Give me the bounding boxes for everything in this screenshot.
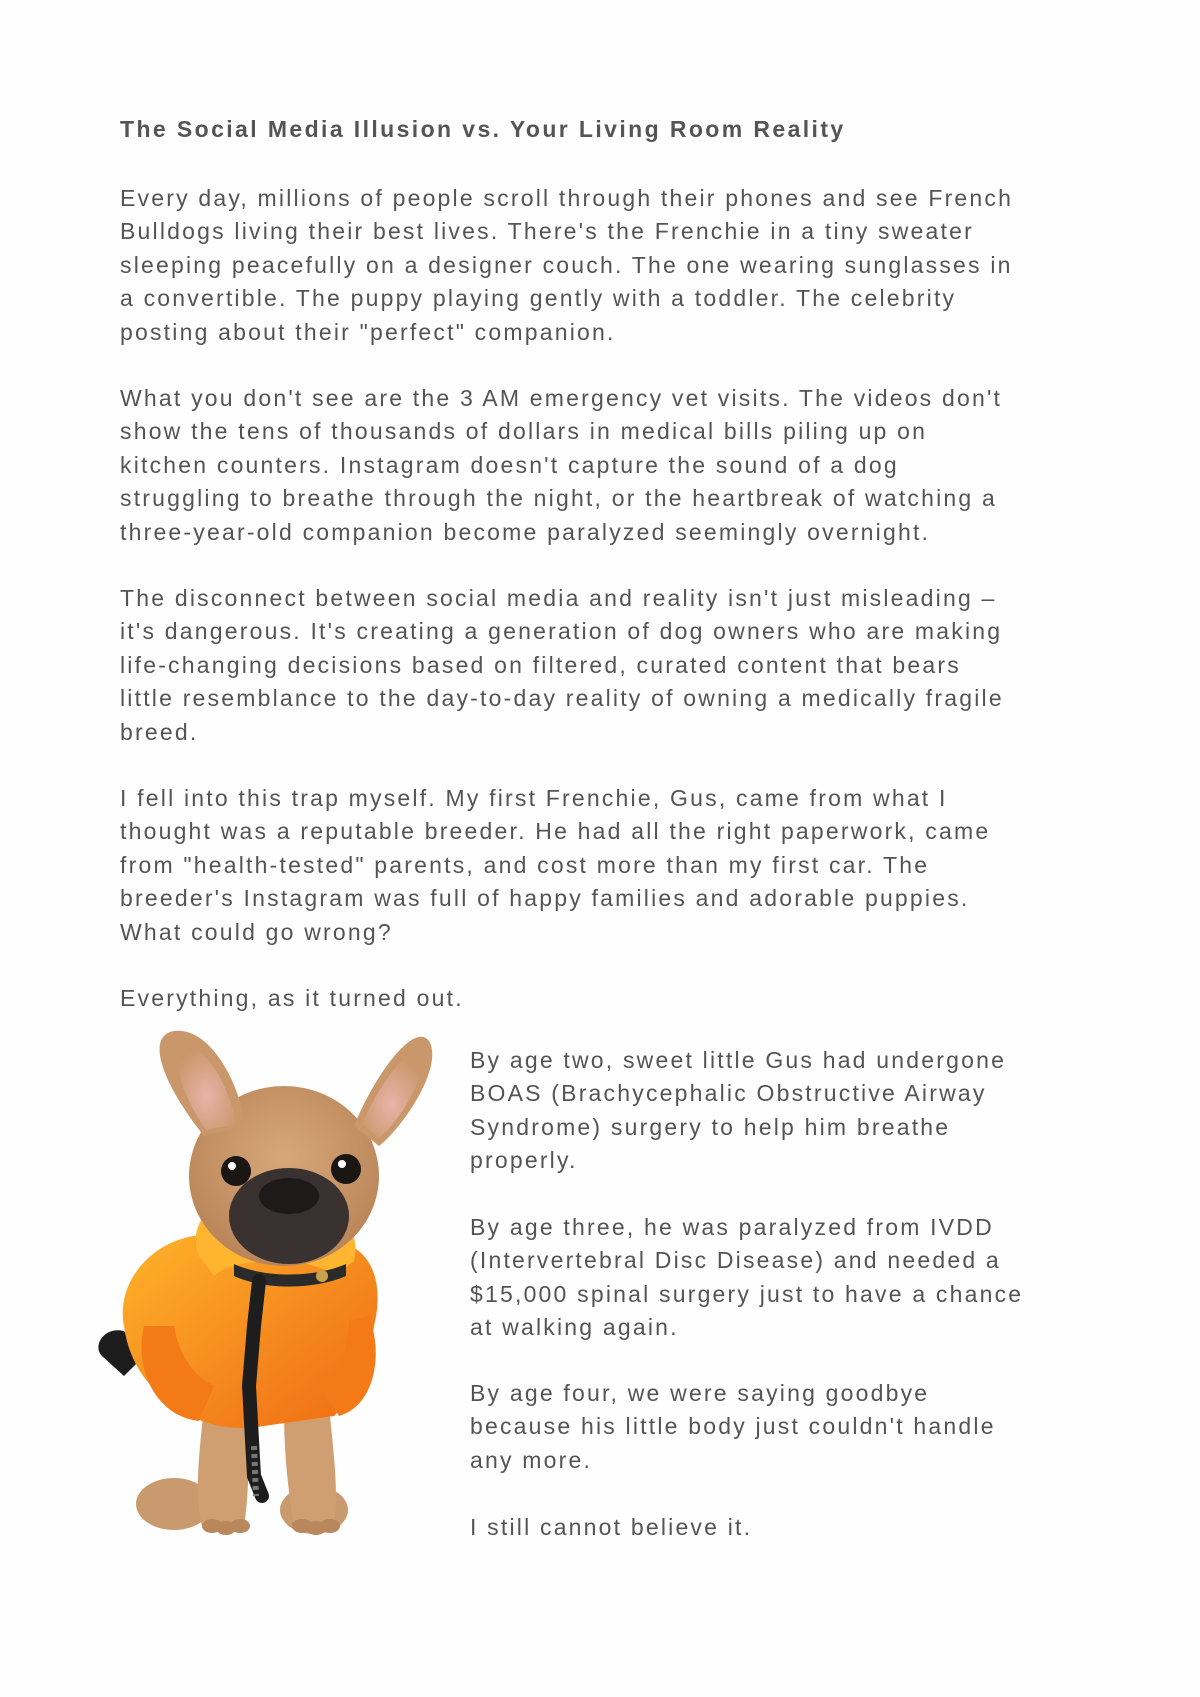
paragraph-disconnect: The disconnect between social media and reality isn't just misleading – it's dangerous. It's creating a generation of dog owners who are making life-changing decisions based on filtered, curated content that bears little resemblance to the day-to-day reality of owning a medically fragile breed. [120,585,1004,745]
side-paragraph-age-two: By age two, sweet little Gus had undergone BOAS (Brachycephalic Obstructive Airway Syndrome) surgery to help him breathe properly. [470,1047,1007,1174]
side-paragraph-age-three: By age three, he was paralyzed from IVDD (Intervertebral Disc Disease) and needed a $15,000 spinal surgery just to have a chance at walking again. [470,1214,1024,1341]
paragraph-gus-breeder: I fell into this trap myself. My first Frenchie, Gus, came from what I thought was a reputable breeder. He had all the right paperwork, came from "health-tested" parents, and cost more than my first car. The breeder's Instagram was full of happy families and adorable puppies. What could go wrong? [120,785,991,945]
paragraph-everything: Everything, as it turned out. [120,985,464,1011]
side-paragraph-closing: I still cannot believe it. [470,1514,753,1540]
paragraph-social-media: Every day, millions of people scroll through their phones and see French Bulldogs living their best lives. There's the Frenchie in a tiny sweater sleeping peacefully on a designer couch. The one wearing sunglasses in a convertible. The puppy playing gently with a toddler. The celebrity posting about their "perfect" companion. [120,185,1014,345]
side-paragraph-age-four: By age four, we were saying goodbye because his little body just couldn't handle any more. [470,1380,996,1473]
french-bulldog-image [84,1026,464,1556]
paragraph-hidden-reality: What you don't see are the 3 AM emergency vet visits. The videos don't show the tens of thousands of dollars in medical bills piling up on kitchen counters. Instagram doesn't capture the sound of a dog struggling to breathe through the night, or the heartbreak of watching a three-year-old companion become paralyzed seemingly overnight. [120,385,1003,545]
article-heading: The Social Media Illusion vs. Your Living Room Reality [120,116,846,142]
